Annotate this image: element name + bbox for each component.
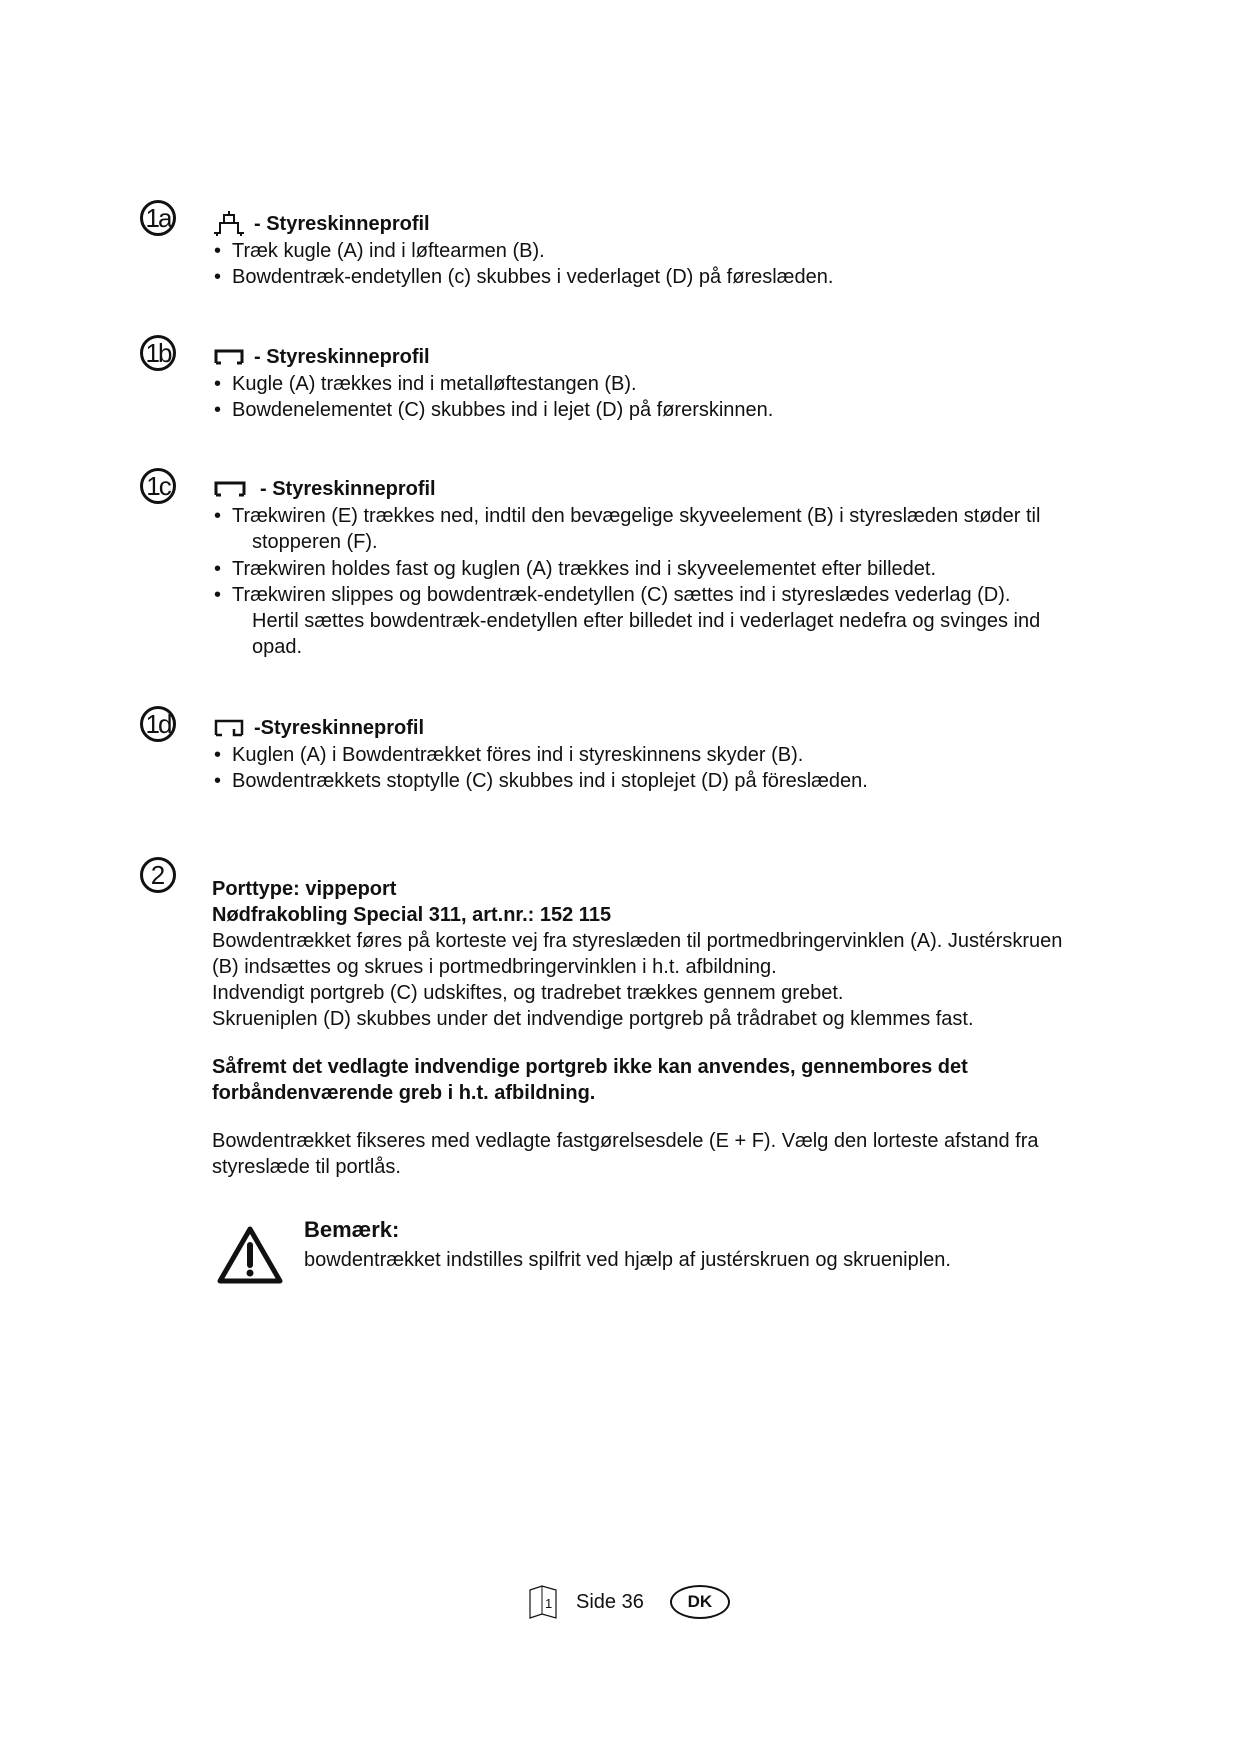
spacer	[212, 1032, 1112, 1054]
section-1d-heading-text: -Styreskinneprofil	[254, 717, 425, 739]
step-badge-1c: 1c	[140, 468, 176, 504]
list-item: • Trækwiren holdes fast og kuglen (A) trækkes ind i skyveelementet efter billedet.	[212, 556, 1112, 582]
note-box	[212, 1213, 1112, 1293]
step-badge-2: 2	[140, 857, 176, 893]
section-2-text: Bowdentrækket føres på korteste vej fra styreslæden til portmedbringervinklen (A). Justérskruen	[212, 930, 1063, 952]
section-2-text: (B) indsættes og skrues i portmedbringervinklen i h.t. afbildning.	[212, 956, 777, 978]
list-item: • Kugle (A) trækkes ind i metalløftestangen (B).	[212, 371, 1112, 397]
manual-page-icon	[528, 1584, 558, 1620]
list-item: • Bowdentrækkets stoptylle (C) skubbes ind i stoplejet (D) på föreslæden.	[212, 768, 1112, 794]
section-1c	[212, 476, 1112, 660]
page-label: Side 36	[576, 1590, 644, 1613]
section-1d	[212, 715, 1112, 794]
section-2-text: styreslæde til portlås.	[212, 1156, 401, 1178]
list-item-continuation: stopperen (F).	[252, 531, 378, 553]
note-title: Bemærk:	[304, 1217, 400, 1242]
rail-profile-c-icon	[212, 347, 246, 367]
step-badge-1d: 1d	[140, 706, 176, 742]
step-badge-1a: 1a	[140, 200, 176, 236]
rail-profile-d-icon	[212, 717, 246, 739]
list-item-continuation: opad.	[252, 636, 303, 658]
section-1a-bullets	[212, 238, 1112, 290]
list-item: • Bowdenelementet (C) skubbes ind i lejet (D) på førerskinnen.	[212, 397, 1112, 423]
section-2-subtitle: Nødfrakobling Special 311, art.nr.: 152 115	[212, 904, 612, 926]
rail-profile-t-icon	[212, 211, 246, 237]
list-item-continuation: Hertil sættes bowdentræk-endetyllen efter billedet ind i vederlaget nedefra og svinges ind	[252, 610, 1041, 632]
list-item: • Trækwiren slippes og bowdentræk-endetyllen (C) sættes ind i styreslædes vederlag (D).	[212, 582, 1112, 608]
section-2-title: Porttype: vippeport	[212, 878, 397, 900]
section-1c-heading	[212, 476, 1112, 502]
section-1c-heading-text: - Styreskinneprofil	[260, 478, 436, 500]
section-1b-heading	[212, 344, 1112, 370]
list-item: • Træk kugle (A) ind i løftearmen (B).	[212, 238, 1112, 264]
rail-profile-c-icon	[212, 479, 252, 499]
section-1d-bullets	[212, 742, 1112, 794]
list-item: • Bowdentræk-endetyllen (c) skubbes i vederlaget (D) på føreslæden.	[212, 264, 1112, 290]
list-item: • Kuglen (A) i Bowdentrækket föres ind i styreskinnens skyder (B).	[212, 742, 1112, 768]
section-2	[212, 876, 1112, 1180]
section-1d-heading	[212, 715, 1112, 741]
section-1a-heading-text: - Styreskinneprofil	[254, 213, 430, 235]
section-1b	[212, 344, 1112, 423]
language-badge: DK	[670, 1585, 730, 1619]
section-2-text: Skrueniplen (D) skubbes under det indvendige portgreb på trådrabet og klemmes fast.	[212, 1008, 974, 1030]
list-item-text: Trækwiren (E) trækkes ned, indtil den bevægelige skyveelement (B) i styreslæden støder til	[232, 505, 1041, 527]
page-footer	[528, 1582, 730, 1622]
section-1c-bullets	[212, 503, 1112, 529]
manual-page-number: 1	[545, 1596, 553, 1611]
section-2-text: Bowdentrækket fikseres med vedlagte fastgørelsesdele (E + F). Vælg den lorteste afstand fra	[212, 1130, 1039, 1152]
section-1a-heading	[212, 211, 1112, 237]
note-text: bowdentrækket indstilles spilfrit ved hjælp af justérskruen og skrueniplen.	[304, 1249, 951, 1271]
section-1b-bullets	[212, 371, 1112, 423]
list-item	[212, 503, 1112, 529]
section-2-text: Indvendigt portgreb (C) udskiftes, og tradrebet trækkes gennem grebet.	[212, 982, 844, 1004]
section-2-warning-text: forbåndenværende greb i h.t. afbildning.	[212, 1082, 596, 1104]
step-badge-1b: 1b	[140, 335, 176, 371]
spacer	[212, 1106, 1112, 1128]
section-1b-heading-text: - Styreskinneprofil	[254, 346, 430, 368]
section-1c-bullets-2	[212, 556, 1112, 608]
section-1a	[212, 211, 1112, 290]
section-2-warning-text: Såfremt det vedlagte indvendige portgreb ikke kan anvendes, gennembores det	[212, 1056, 968, 1078]
warning-triangle-icon	[216, 1225, 284, 1285]
